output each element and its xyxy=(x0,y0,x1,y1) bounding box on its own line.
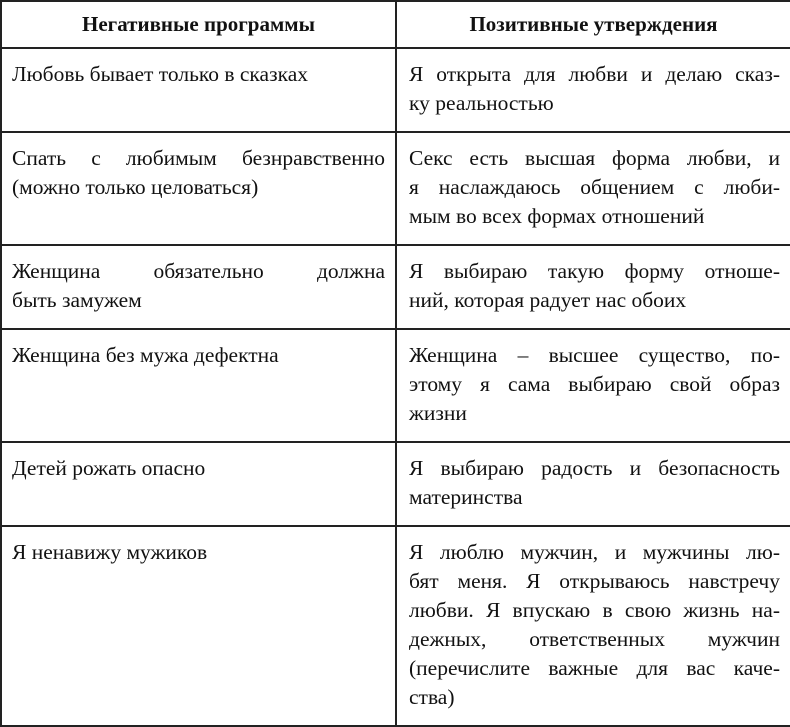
negative-cell xyxy=(1,245,396,329)
negative-cell xyxy=(1,329,396,442)
cell-line: Я выбираю такую форму отноше- xyxy=(409,259,780,283)
cell-line: Детей рожать опасно xyxy=(12,456,206,480)
cell-line: Спать с любимым безнравственно xyxy=(12,146,385,170)
cell-line: Я ненавижу мужиков xyxy=(12,540,208,564)
negative-cell xyxy=(1,132,396,245)
positive-cell xyxy=(396,329,790,442)
cell-line: быть замужем xyxy=(12,288,142,312)
header-row xyxy=(1,1,790,48)
cell-line: (перечислите важные для вас каче- xyxy=(409,656,780,680)
cell-line: ства) xyxy=(409,685,455,709)
cell-line: Женщина обязательно должна xyxy=(12,259,385,283)
cell-line: Я открыта для любви и делаю сказ- xyxy=(409,62,780,86)
cell-line: материнства xyxy=(409,485,523,509)
cell-line: Я люблю мужчин, и мужчины лю- xyxy=(409,540,780,564)
cell-line: я наслаждаюсь общением с люби- xyxy=(409,175,780,199)
positive-cell xyxy=(396,245,790,329)
positive-cell xyxy=(396,526,790,726)
positive-cell xyxy=(396,132,790,245)
cell-line: Я выбираю радость и безопасность xyxy=(409,456,780,480)
cell-line: Женщина – высшее существо, по- xyxy=(409,343,780,367)
cell-line: любви. Я впускаю в свою жизнь на- xyxy=(409,598,780,622)
positive-cell xyxy=(396,48,790,132)
negative-cell xyxy=(1,526,396,726)
table-row xyxy=(1,132,790,245)
cell-line: Секс есть высшая форма любви, и xyxy=(409,146,780,170)
negative-cell xyxy=(1,442,396,526)
cell-line: мым во всех формах отношений xyxy=(409,204,705,228)
cell-line: ний, которая радует нас обоих xyxy=(409,288,687,312)
positive-cell xyxy=(396,442,790,526)
table-row xyxy=(1,48,790,132)
cell-line: жизни xyxy=(409,401,467,425)
negative-cell xyxy=(1,48,396,132)
cell-line: бят меня. Я открываюсь навстречу xyxy=(409,569,780,593)
cell-line: Любовь бывает только в сказках xyxy=(12,62,309,86)
cell-line: дежных, ответственных мужчин xyxy=(409,627,780,651)
header-negative-programs: Негативные программы xyxy=(1,1,396,48)
table-row xyxy=(1,245,790,329)
table-row xyxy=(1,329,790,442)
cell-line: этому я сама выбираю свой образ xyxy=(409,372,780,396)
header-positive-affirmations: Позитивные утверждения xyxy=(396,1,790,48)
cell-line: (можно только целоваться) xyxy=(12,175,259,199)
table-row xyxy=(1,442,790,526)
table-row xyxy=(1,526,790,726)
cell-line: ку реальностью xyxy=(409,91,554,115)
cell-line: Женщина без мужа дефектна xyxy=(12,343,279,367)
